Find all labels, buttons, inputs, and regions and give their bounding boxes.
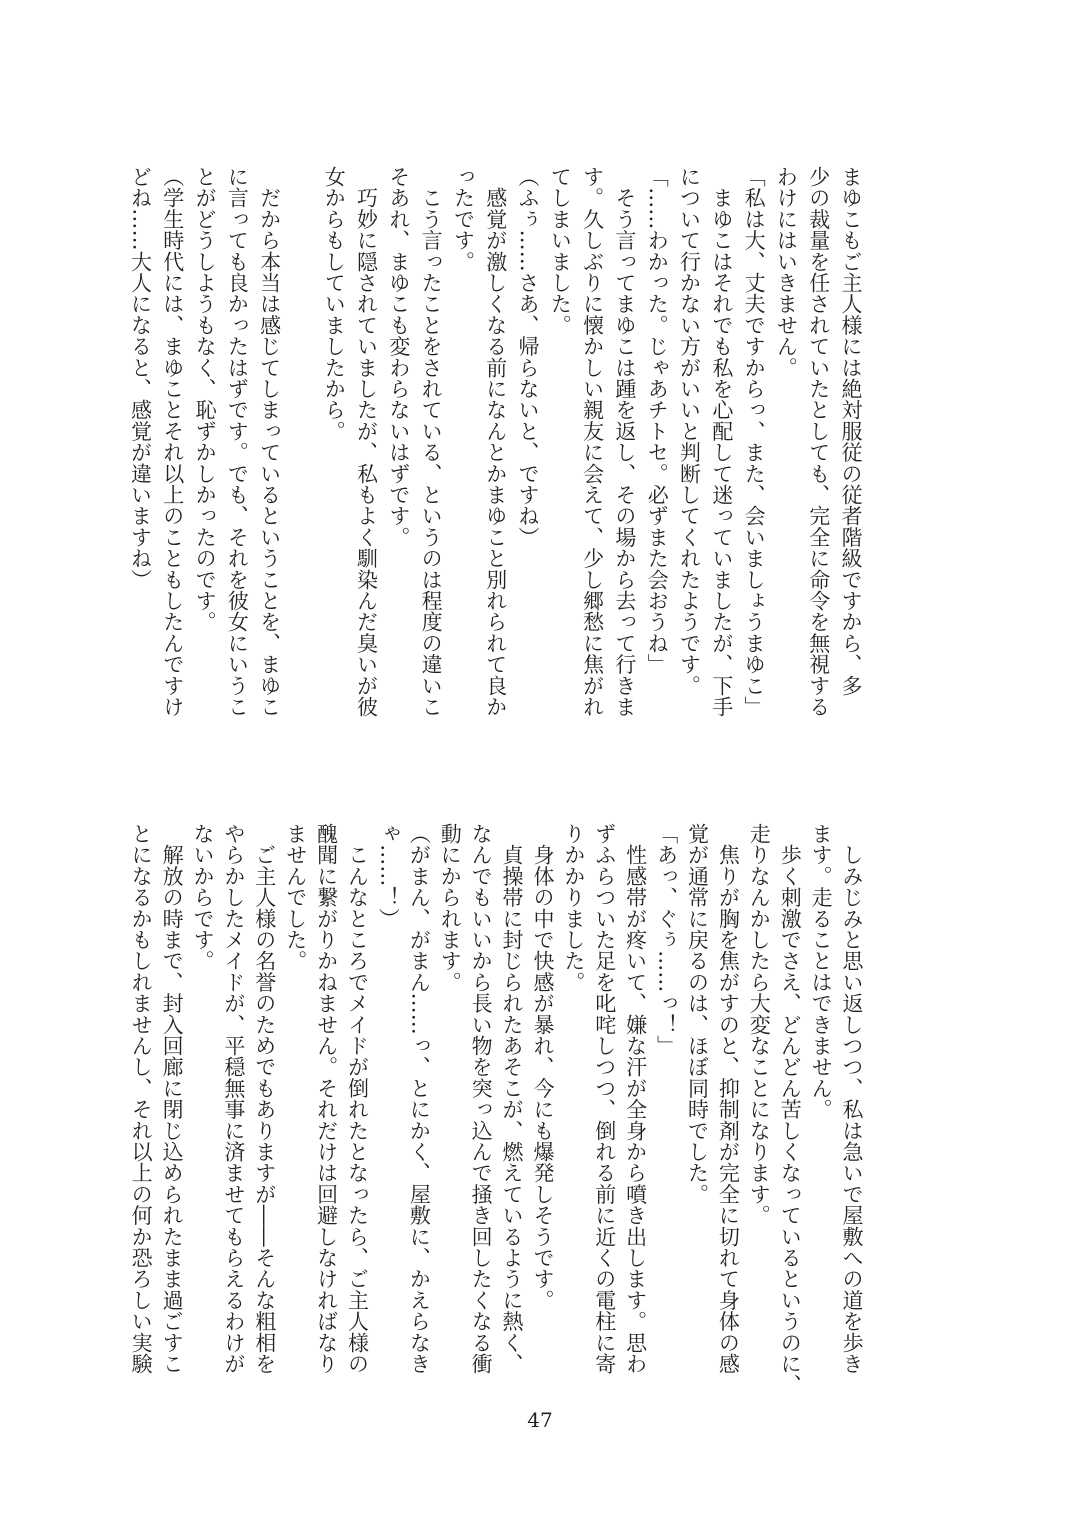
text-line: について行かない方がいいと判断してくれたようです。: [677, 166, 702, 696]
text-line: わけにはいきません。: [774, 166, 799, 378]
text-line: てしまいました。: [548, 166, 573, 336]
text-line: ます。走ることはできません。: [809, 823, 834, 1120]
text-line: 「……わかった。じゃあチトセ。必ずまた会おうね」: [645, 166, 670, 675]
text-line: 覚が通常に戻るのは、ほぼ同時でした。: [685, 823, 710, 1205]
text-line: だから本当は感じてしまっているということを、まゆこ: [257, 166, 282, 718]
text-line: こう言ったことをされている、というのは程度の違いこ: [419, 166, 444, 718]
text-line: ないからです。: [190, 823, 215, 972]
text-line: しみじみと思い返しつつ、私は急いで屋敷への道を歩き: [840, 823, 864, 1375]
text-line: りかかりました。: [561, 823, 586, 993]
text-line: まゆこもご主人様には絶対服従の従者階級ですから、多: [839, 166, 863, 696]
text-line: 動にかられます。: [438, 823, 463, 993]
text-line: （がまん、がまん……っ、とにかく、屋敷に、かえらなき: [407, 823, 432, 1375]
text-line: そう言ってまゆこは踵を返し、その場から去って行きま: [612, 166, 637, 718]
text-line: （学生時代には、まゆことそれ以上のこともしたんですけ: [160, 166, 185, 718]
text-line: に言っても良かったはずです。でも、それを彼女にいうこ: [225, 166, 250, 718]
text-line: 焦りが胸を焦がすのと、抑制剤が完全に切れて身体の感: [716, 823, 741, 1375]
text-line: 感覚が激しくなる前になんとかまゆこと別れられて良か: [483, 166, 508, 718]
upper-text-block: [124, 166, 867, 718]
text-line: こんなところでメイドが倒れたとなったら、ご主人様の: [345, 823, 370, 1375]
text-line: やらかしたメイドが、平穏無事に済ませてもらえるわけが: [221, 823, 246, 1375]
text-line: 貞操帯に封じられたあそこが、燃えているように熱く、: [500, 823, 525, 1375]
text-line: 巧妙に隠されていましたが、私もよく馴染んだ臭いが彼: [354, 166, 379, 718]
text-line: 少の裁量を任されていたとしても、完全に命令を無視する: [806, 166, 831, 718]
text-line: 性感帯が疼いて、嫌な汗が全身から噴き出します。思わ: [623, 823, 648, 1375]
text-line: （ふぅ……さあ、帰らないと、ですね）: [516, 166, 541, 548]
text-line: どね……大人になると、感覚が違いますね）: [128, 166, 153, 590]
page-number: 47: [527, 1408, 553, 1432]
text-line: 醜聞に繋がりかねません。それだけは回避しなければなり: [314, 823, 339, 1375]
text-line: ませんでした。: [283, 823, 308, 972]
text-line: 走りなんかしたら大変なことになります。: [747, 823, 772, 1226]
text-line: 歩く刺激でさえ、どんどん苦しくなっているというのに、: [778, 823, 803, 1396]
text-line: そあれ、まゆこも変わらないはずです。: [386, 166, 411, 548]
text-line: 「私は大、丈夫ですからっ、また、会いましょうまゆこ」: [742, 166, 767, 718]
text-line: まゆこはそれでも私を心配して迷っていましたが、下手: [709, 166, 734, 718]
text-line: なんでもいいから長い物を突っ込んで掻き回したくなる衝: [469, 823, 494, 1375]
lower-text-block: [125, 823, 867, 1403]
text-line: 身体の中で快感が暴れ、今にも爆発しそうです。: [530, 823, 555, 1311]
text-line: 女からもしていましたから。: [322, 166, 347, 442]
text-line: ゃ……！）: [376, 823, 401, 929]
text-line: 解放の時まで、封入回廊に閉じ込められたまま過ごすこ: [160, 823, 185, 1375]
text-line: 「あっ、ぐぅ……っ！」: [654, 823, 679, 1057]
text-line: とがどうしようもなく、恥ずかしかったのです。: [193, 166, 218, 633]
text-line: ずふらついた足を叱咤しつつ、倒れる前に近くの電柱に寄: [592, 823, 617, 1375]
text-line: す。久しぶりに懐かしい親友に会えて、少し郷愁に焦がれ: [580, 166, 605, 718]
text-line: とになるかもしれませんし、それ以上の何か恐ろしい実験: [129, 823, 154, 1375]
text-line: [286, 166, 318, 711]
text-line: ったです。: [451, 166, 476, 272]
text-line: ご主人様の名誉のためでもありますが――そんな粗相を: [252, 823, 277, 1375]
